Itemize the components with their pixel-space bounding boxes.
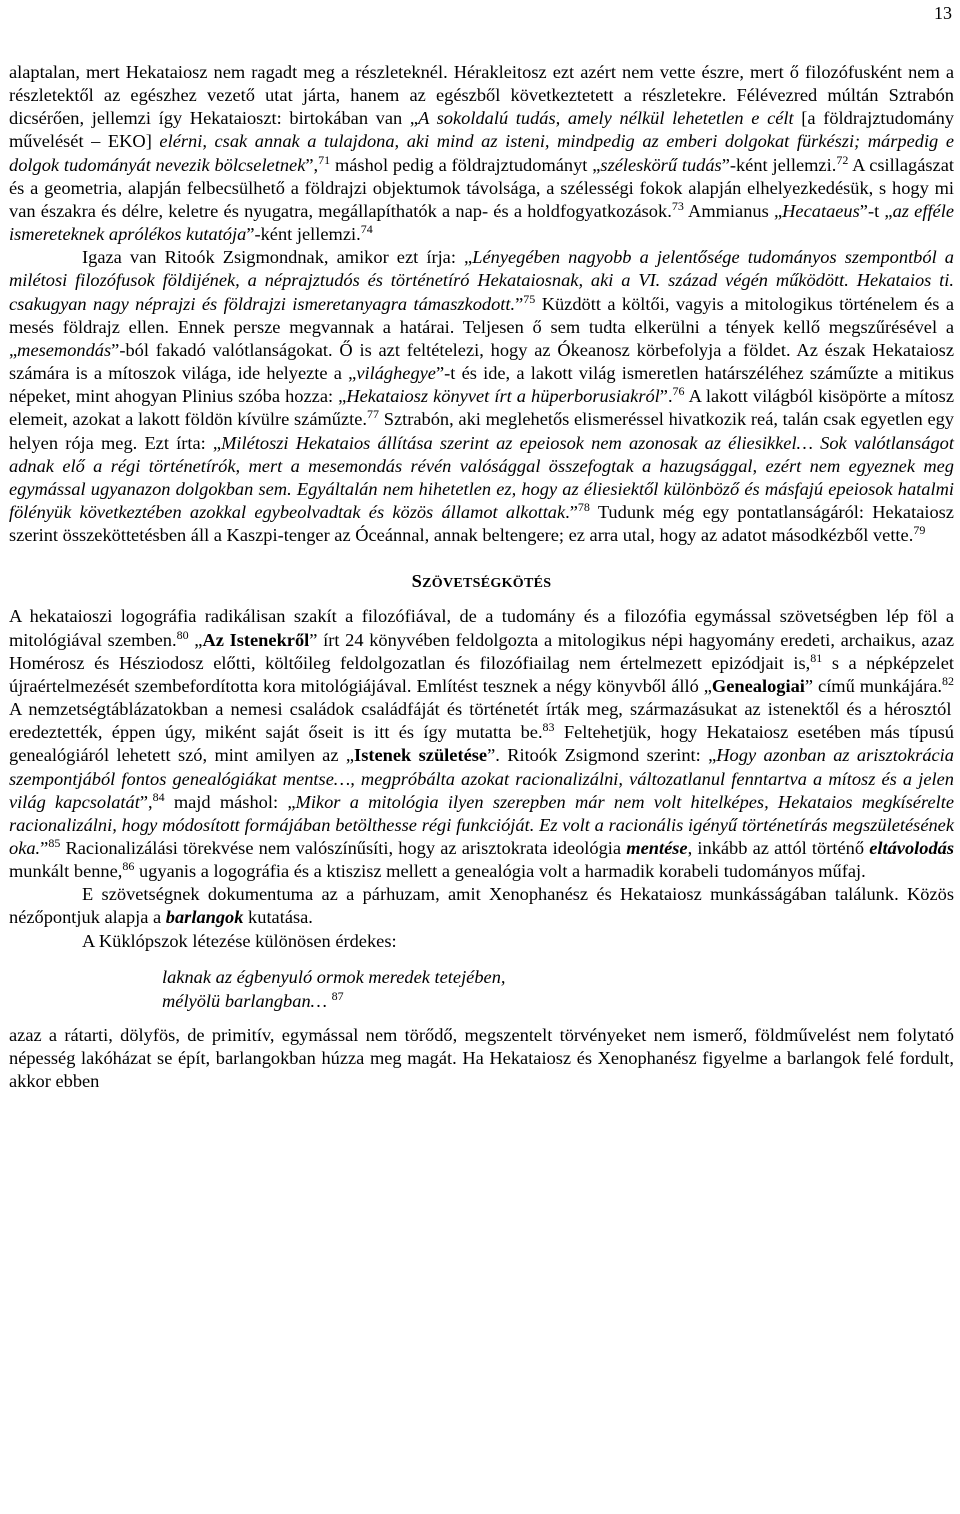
text-run: alaptalan, mert Hekataiosz nem ragadt meg a részleteknél. Hérakleitosz ezt azért nem vette észre, mert ő filozófusként nem a részletektől az egészhez vezető utat járta, hanem az egészből következtetett a részletekre. Félévezred múltán Sztrabón dicsérően, jellemzi így Hekataioszt: birtokában van „: [9, 62, 954, 129]
italic-text: Hekataiosz könyvet írt a hüperborusiakról: [346, 386, 660, 407]
text-run: ”: [40, 838, 49, 858]
bold-italic-text: mentése: [626, 838, 688, 858]
text-run: ”: [515, 293, 524, 314]
text-run: Feltehetjük, hogy Hekataiosz esetében más típusú genealógiáról lehetett szó, mint amilyen az „: [9, 722, 954, 766]
footnote-ref: 85: [48, 836, 61, 850]
italic-text: elérni, csak annak a tulajdona, aki mind az isteni, mindpedig az emberi dolgokat fürkészi; márpedig e dolgok tudományát nevezik bölcseletnek: [9, 131, 954, 175]
footnote-ref: 87: [331, 988, 344, 1003]
italic-text: az efféle ismereteknek aprólékos kutatója: [9, 200, 954, 245]
section-heading-initial: S: [411, 571, 423, 592]
body-paragraph: [9, 1024, 954, 1093]
section-heading-rest: ZÖVETSÉGKÖTÉS: [422, 576, 552, 592]
bold-italic-text: barlangok: [165, 907, 244, 928]
text-run: [a földrajztudomány művelését – EKO]: [9, 108, 954, 152]
text-run: Racionalizálási törekvése nem valószínűsíti, hogy az arisztokrata ideológia: [60, 838, 627, 858]
text-run: ”-t és ide, a lakott világ ismeretlen határszéléhez száműzte a mitikus népeket, mint ahogyan Plinius szóba hozza: „: [9, 363, 954, 407]
text-run: Ammianus „: [683, 200, 783, 221]
footnote-ref: 71: [318, 152, 331, 167]
italic-text: Milétoszi Hekataios állítása szerint az epeiosok nem azonosak az éliesikkel… Sok valótlanságot adnak elő a régi történetírók, mert a mesemondás révén valósággal összefogtak a hazugsággal, ezért nem egyeznek meg egymással ugyanazon dolgokban sem. Egyáltalán nem hihetetlen ez, hogy az éliesiektől különböző és másfajú epeiosok hatalmi fölényük következtében azokkal egybeolvadtak és közös államot alkottak: [9, 432, 954, 522]
bold-text: Istenek születése: [354, 745, 488, 766]
body-paragraph: [9, 605, 954, 883]
verse-line: [162, 989, 954, 1013]
verse-line-text: mélyölü barlangban…: [162, 990, 327, 1011]
text-run: ”.: [659, 386, 673, 407]
text-run: Tudunk még egy pontatlanságáról: Hekataiosz szerint összeköttetésben áll a Kaszpi-tenger az Óceánnal, annak beltengere; ez arra utal, hogy az adatot másodkézből vette.: [9, 501, 954, 546]
text-run: ” írt 24 könyvében feldolgozta a mitologikus népi hagyomány eredeti, archaikus, azaz Homérosz és Hésziodosz előtti, költőileg feldolgozatlan és filozófiailag nem értelmezett epizódjait is,: [9, 629, 955, 673]
body-paragraph: [9, 883, 954, 929]
text-run: A Küklópszok létezése különösen érdekes:: [82, 930, 397, 951]
page-number: 13: [934, 3, 952, 23]
italic-text: világhegye: [356, 363, 436, 384]
text-run: , inkább az attól történő: [687, 838, 870, 858]
text-run: A lakott világból kisöpörte a mítosz elemeit, azokat a lakott földön kívülre száműzte.: [9, 386, 954, 430]
italic-text: Hecataeus: [782, 200, 860, 221]
text-run: A csillagászat és a geometria, alapján felbecsülhető a földrajzi objektumok távolsága, a szélességi fokok alapján elhelyezkedésük, s hogy mi van északra és délre, keletre és nyugatra, megállapíthatók a nap- és a holdfogyatkozások.: [9, 154, 954, 221]
italic-text: Hogy azonban az arisztokrácia szempontjából fontos genealógiákat mentse…, megpróbálta azokat racionalizálni, változatlanul fenntartva a mítosz és a jelen világ kapcsolatát: [9, 745, 954, 812]
text-run: E szövetségnek dokumentuma az a párhuzam, amit Xenophanész és Hekataiosz munkásságában találunk. Közös nézőpontjuk alapja a: [9, 884, 954, 928]
footnote-ref: 77: [367, 407, 380, 422]
text-run: .”: [565, 501, 578, 522]
footnote-ref: 76: [672, 384, 685, 399]
footnote-ref: 73: [671, 198, 684, 213]
body-paragraph: [9, 246, 954, 547]
footnote-ref: 86: [122, 859, 135, 874]
text-run: máshol pedig a földrajztudományt „: [330, 154, 601, 175]
bold-italic-text: eltávolodás: [869, 838, 954, 858]
verse-quote: [9, 965, 954, 1013]
footnote-ref: 72: [836, 152, 849, 167]
text-run: kutatása.: [243, 907, 313, 928]
text-run: azaz a rátarti, dölyfös, de primitív, egymással nem törődő, megszentelt törvényeket nem ismerő, földművelést nem folytató népesség lakóházat se épít, barlangokban húzza meg magát. Ha Hekataiosz és Xenophanész figyelme a barlangok felé fordult, akkor ebben: [9, 1024, 954, 1092]
verse-line: laknak az égbenyuló ormok meredek tetejében,: [162, 966, 506, 987]
page-body: [9, 61, 954, 1093]
body-paragraph: [9, 61, 954, 246]
italic-text: széleskörű tudás: [600, 154, 722, 175]
text-run: ” című munkájára.: [804, 675, 942, 696]
footnote-ref: 78: [577, 499, 590, 514]
text-run: Igaza van Ritoók Zsigmondnak, amikor ezt írja: „: [82, 247, 473, 268]
footnote-ref: 80: [176, 627, 189, 642]
text-run: Sztrabón, aki meglehetős elismeréssel hivatkozik reá, talán csak egyetlen egy helyen rója meg. Ezt írta: „: [9, 409, 954, 453]
text-run: ”. Ritoók Zsigmond szerint: „: [487, 745, 717, 766]
footnote-ref: 74: [360, 222, 373, 237]
text-run: ”,: [305, 154, 319, 175]
body-paragraph: [9, 930, 954, 953]
footnote-ref: 79: [913, 523, 926, 538]
bold-text: Az Istenekről: [202, 629, 310, 650]
text-run: A nemzetségtáblázatokban a nemesi családok családfáját és történetét írták meg, származásukat az istenektől és a hérosztól eredeztették, éppen úgy, miként saját őseit is itt és így mutatta be.: [9, 699, 952, 743]
text-run: s a népképzelet újraértelmezését szembefordította kora mitológiájával. Említést tesznek a négy könyvből álló „: [9, 652, 954, 696]
bold-text: Genealogiai: [711, 675, 805, 696]
footnote-ref: 81: [810, 650, 823, 665]
text-run: „: [188, 629, 203, 650]
text-run: ”-ból fakadó valótlanságokat. Ő is azt feltételezi, hogy az Ókeanosz körbefolyja a földet. Az észak Hekataiosz számára is a mítoszok világa, ide helyezte a „: [9, 339, 954, 384]
text-run: ”-ként jellemzi.: [721, 154, 837, 175]
italic-text: A sokoldalú tudás, amely nélkül lehetetlen e célt: [418, 108, 794, 129]
section-heading: [9, 570, 954, 595]
italic-text: Lényegében nagyobb a jelentősége tudományos szempontból a milétosi filozófusok földijének, a néprajztudós és történetíró Hekataiosnak, aki a VI. század végén működött. Hekataios ti. csakugyan nagy néprajzi és földrajzi ismeretanyagra támaszkodott.: [9, 247, 954, 314]
text-run: ”-t „: [859, 200, 893, 221]
footnote-ref: 75: [523, 291, 536, 306]
text-run: ugyanis a logográfia és a ktiszisz mellett a genealógia volt a harmadik korabeli tudományos műfaj.: [134, 861, 866, 882]
text-run: Küzdött a költői, vagyis a mitologikus történelem és a mesés földrajz ellen. Ennek persze megvannak a határai. Teljesen ő sem tudta elkerülni a tények kellő megszűrésével a „: [9, 293, 954, 360]
text-run: ”,: [139, 791, 153, 812]
text-run: A hekataioszi logográfia radikálisan szakít a filozófiával, de a tudomány és a filozófia egymással szövetségben lép föl a mitológiával szemben.: [9, 606, 954, 650]
footnote-ref: 82: [942, 673, 954, 688]
italic-text: mesemondás: [17, 339, 112, 360]
text-run: munkált benne,: [9, 861, 123, 882]
text-run: ”-ként jellemzi.: [246, 224, 361, 245]
footnote-ref: 84: [152, 789, 165, 804]
text-run: majd máshol: „: [164, 791, 296, 812]
italic-text: Mikor a mitológia ilyen szerepben már nem volt hitelképes, Hekataios megkísérelte racionalizálni, hogy módosított formájában betölthesse régi funkcióját. Ez volt a racionális igényű történetírás megszületésének oka.: [9, 791, 954, 858]
footnote-ref: 83: [542, 720, 555, 735]
